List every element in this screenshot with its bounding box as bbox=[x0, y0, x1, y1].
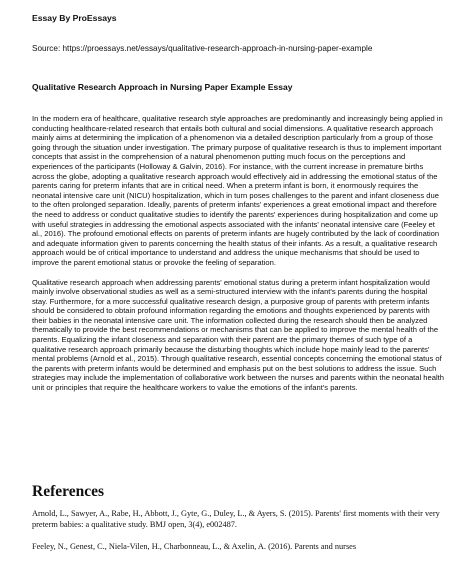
reference-item: Arnold, L., Sawyer, A., Rabe, H., Abbott, J., Gyte, G., Duley, L., & Ayers, S. (2015). Parents' first moments with their very preterm babies: a qualitative study. BMJ open, 3(4), e002487. bbox=[32, 509, 440, 529]
essay-brand: Essay By ProEssays bbox=[32, 13, 117, 23]
references-heading: References bbox=[32, 483, 105, 500]
essay-body bbox=[32, 114, 444, 403]
essay-title: Qualitative Research Approach in Nursing Paper Example Essay bbox=[32, 82, 293, 92]
reference-item: Feeley, N., Genest, C., Niela-Vilen, H., Charbonneau, L., & Axelin, A. (2016). Parents and nurses bbox=[32, 542, 357, 551]
references-list bbox=[32, 508, 444, 563]
paragraph: In the modern era of healthcare, qualitative research style approaches are predominantly and increasingly being applied in conducting healthcare-related research that entails both cultural and social dimensions. A qualitative research approach mainly aims at determining the implication of a phenomenon via a detailed description particularly from a group of those going through the situation under investigation. The primary purpose of qualitative research is thus to implement important concepts that assist in the comprehension of a natural phenomenon putting much focus on the perceptions and experiences of the participants (Holloway & Galvin, 2016). For instance, with the current increase in premature births across the globe, adopting a qualitative research approach would effectively aid in addressing the emotional status of the parents caring for preterm infants that are in critical need. When a preterm infant is born, it enormously requires the neonatal intensive care unit (NICU) hospitalization, which in turn poses challenges to the parent and infant closeness due to the often prolonged separation. Ideally, parents of preterm infants' experiences a great emotional impact and therefore the need to address or conduct qualitative studies to identify the parents' experiences during hospitalization and come up with useful strategies in addressing the emotional aspects associated with the infants' neonatal intensive care (Feeley et al., 2016). The profound emotional effects on parents of preterm infants are hugely contributed by the lack of coordination and adequate information given to parents concerning the health status of their infants. As a result, a qualitative research approach would be of critical importance to understand and address the unique mechanisms that should be used to improve the parent emotional status or provoke the feeling of separation. bbox=[32, 114, 443, 267]
source-url: Source: https://proessays.net/essays/qualitative-research-approach-in-nursing-paper-example bbox=[32, 44, 373, 53]
paragraph: Qualitative research approach when addressing parents' emotional status during a preterm infant hospitalization would mainly involve observational studies as well as a semi-structured interview with the infant's parents during the hospital stay. Furthermore, for a more successful qualitative research design, a purposive group of parents with preterm infants should be considered to obtain profound information regarding the emotions and thoughts experienced by parents with their babies in the neonatal intensive care unit. The information collected during the research should then be analyzed thematically to provide the best recommendations or mechanisms that can be applied to improve the mental health of the parents. Equalizing the infant closeness and separation with their parent are the primary themes of such type of a qualitative research approach primarily because the disturbing thoughts which include hope mainly lead to the parents' mental problems (Arnold et al., 2015). Through qualitative research, essential concepts concerning the emotional status of the parents with preterm infants would be determined and emphasis put on the best solutions to address the issue. Such strategies may include the implementation of collaborative work between the nurses and parents within the neonatal health unit or principles that require the healthcare workers to value the emotions of the infant's parents. bbox=[32, 277, 444, 393]
